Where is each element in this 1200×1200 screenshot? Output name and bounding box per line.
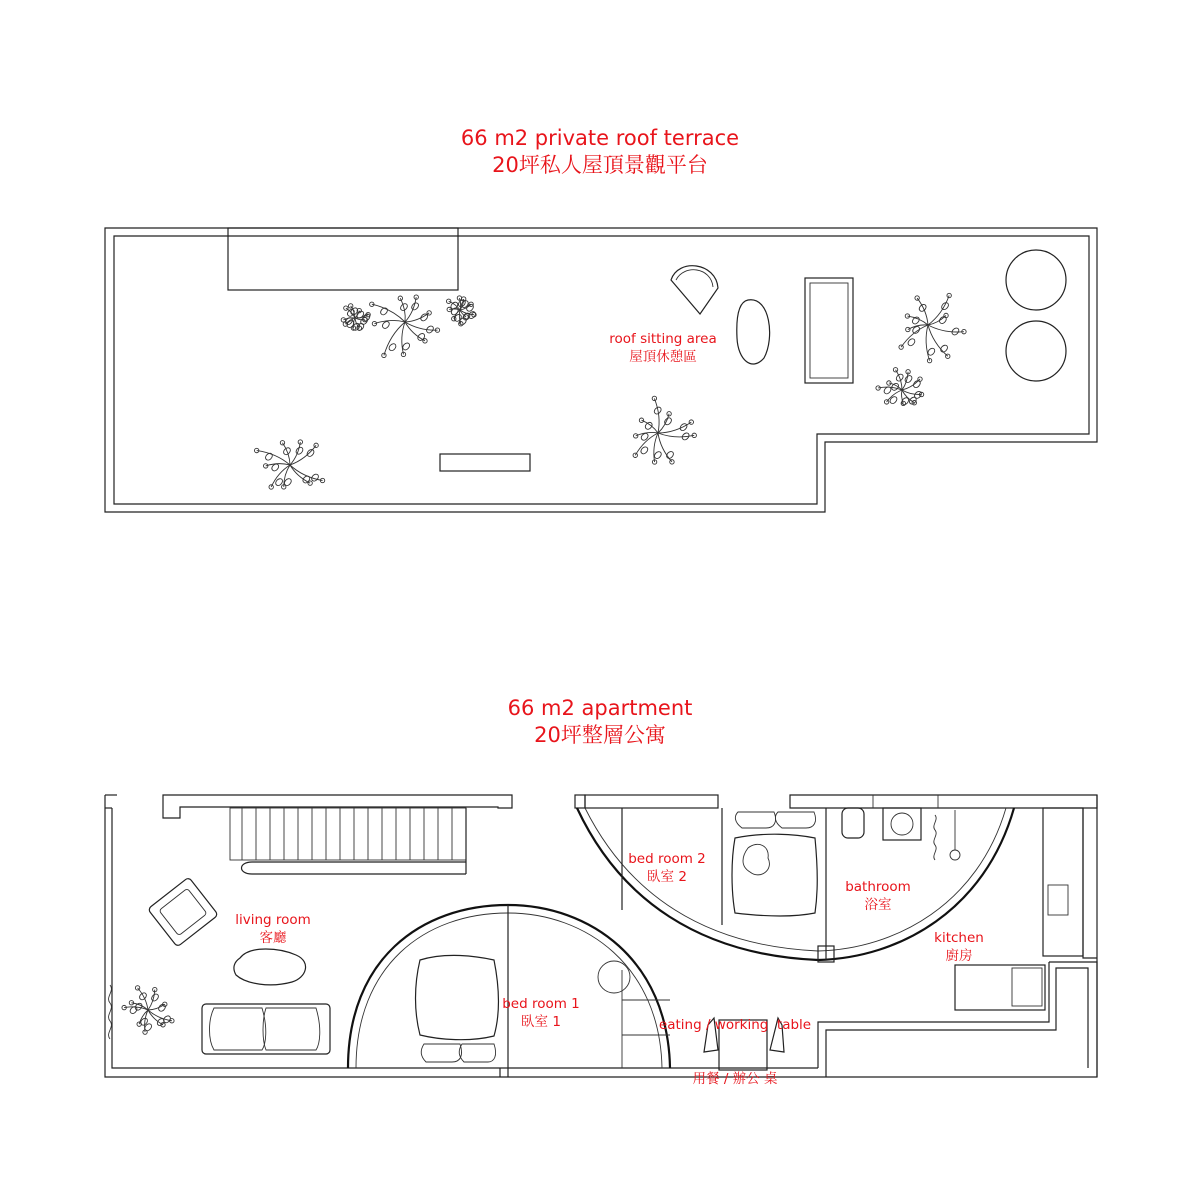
label-bathroom: [845, 878, 911, 914]
plant-icon: [876, 368, 924, 406]
label-kitchen-zh: 廚房: [945, 948, 973, 964]
roof-stair-enclosure: [228, 228, 458, 290]
label-living-room-en: living room: [235, 912, 311, 928]
roof-plants: [254, 293, 966, 489]
living-curtain: [109, 985, 112, 1039]
armchair: [148, 877, 219, 947]
bed1: [416, 955, 499, 1039]
bed1-round-stool: [598, 961, 630, 993]
plant-icon: [370, 295, 440, 358]
label-bathroom-zh: 浴室: [864, 897, 892, 913]
stair-handrail: [242, 862, 467, 874]
label-bathroom-en: bathroom: [845, 879, 911, 895]
roof-outer-wall: [105, 228, 1097, 512]
toilet: [842, 808, 864, 838]
roof-water-tank-1: [1006, 250, 1066, 310]
label-bed-room-2-zh: 臥室 2: [647, 869, 687, 885]
plant-icon: [122, 986, 174, 1035]
label-eating-working-table-zh: 用餐 / 辦公 桌: [692, 1071, 778, 1087]
label-kitchen-en: kitchen: [934, 930, 984, 946]
label-roof-sitting-area-en: roof sitting area: [609, 331, 717, 347]
label-eating-working-table-en: eating / working table: [658, 1017, 812, 1033]
plant-icon: [633, 396, 696, 464]
roof-skylight: [440, 454, 530, 471]
sofa: [202, 1004, 330, 1054]
plant-icon: [341, 304, 370, 331]
roof-terrace-plan: [105, 228, 1097, 512]
kitchen-sink: [1048, 885, 1068, 915]
label-eating-working-table: [659, 980, 811, 1106]
shower-head: [950, 850, 960, 860]
roof-sofa: [805, 278, 853, 383]
apartment-title-en: 66 m2 apartment: [507, 696, 693, 720]
label-roof-sitting-area-zh: 屋頂休憩區: [629, 349, 697, 365]
label-bed-room-1-zh: 臥室 1: [521, 1014, 561, 1030]
label-bed-room-1-en: bed room 1: [502, 996, 580, 1012]
apartment-top-wall-left: [163, 795, 512, 818]
living-coffee-table: [234, 949, 306, 985]
roof-coffee-table: [737, 300, 770, 364]
staircase: [230, 808, 466, 874]
label-bed-room-2-en: bed room 2: [628, 851, 706, 867]
plant-icon: [899, 293, 966, 363]
kitchen-counter: [1043, 808, 1083, 956]
apartment-top-wall-right: [790, 795, 1097, 808]
bed2: [732, 834, 817, 916]
plant-icon: [254, 440, 324, 489]
label-roof-sitting-area: [609, 330, 716, 366]
apartment-title-zh: 20坪整層公寓: [534, 723, 666, 747]
roof-lounge-chair: [671, 266, 718, 314]
plant-icon: [446, 296, 476, 326]
label-bed-room-1: [502, 995, 580, 1031]
label-bed-room-2: [628, 850, 706, 886]
living-plant: [122, 986, 174, 1035]
apartment-window-bed2: [585, 795, 718, 808]
label-living-room: [235, 911, 311, 947]
roof-title-en: 66 m2 private roof terrace: [460, 126, 740, 150]
roof-title-zh: 20坪私人屋頂景觀平台: [492, 153, 708, 177]
label-kitchen: [934, 929, 984, 965]
roof-inner-wall: [114, 236, 1089, 504]
roof-water-tank-2: [1006, 321, 1066, 381]
label-living-room-zh: 客廳: [259, 930, 287, 946]
kitchen-island: [955, 965, 1045, 1010]
